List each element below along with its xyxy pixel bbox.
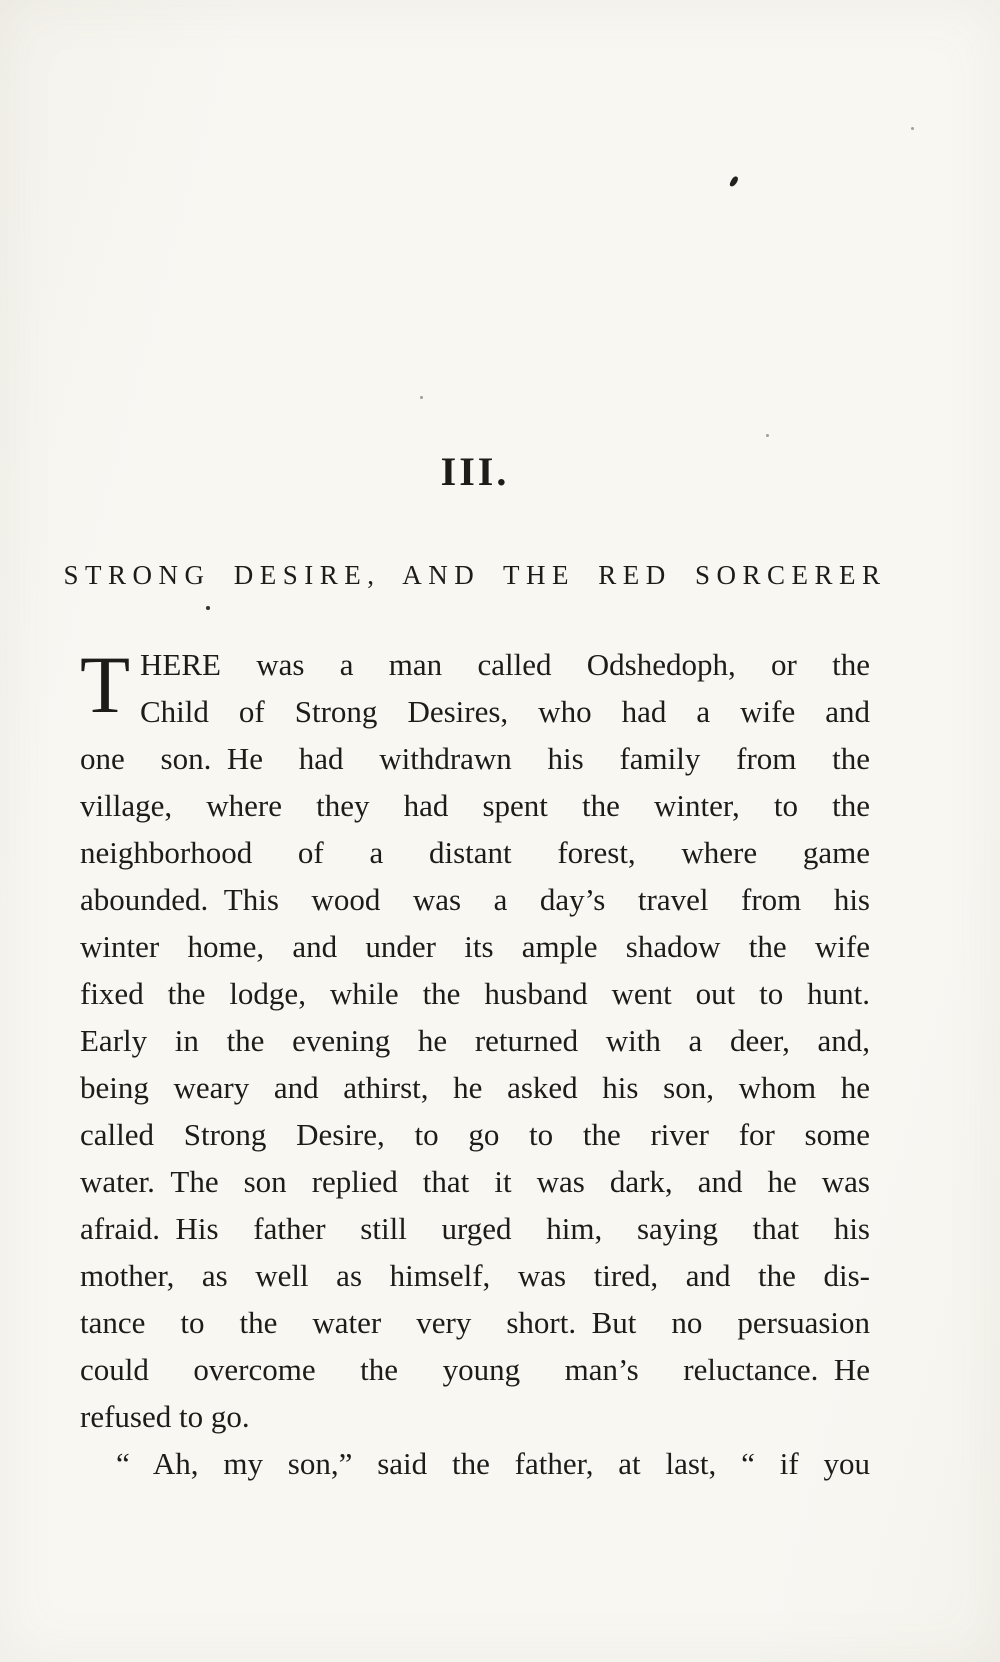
chapter-number: III. [440,449,510,494]
text-line: refused to go. [80,1399,250,1434]
text-line: winter home, and under its ample shadow the wife [80,929,870,964]
text-line: could overcome the young man’s reluctance. He [80,1352,870,1387]
text-line: fixed the lodge, while the husband went out to hunt. [80,976,870,1011]
text-line: village, where they had spent the winter, to the [80,788,870,823]
scan-speck [766,434,769,437]
paragraph-1 [80,641,870,1440]
text-line: afraid. His father still urged him, saying that his [80,1211,870,1246]
text-line: abounded. This wood was a day’s travel from his [80,882,870,917]
text-line: being weary and athirst, he asked his son, whom he [80,1070,870,1105]
text-line: “ Ah, my son,” said the father, at last, “ if you [116,1446,870,1481]
text-line: tance to the water very short. But no persuasion [80,1305,870,1340]
text-line: HERE was a man called Odshedoph, or the [140,647,870,682]
text-line: Early in the evening he returned with a deer, and, [80,1023,870,1058]
text-line: mother, as well as himself, was tired, and the dis- [80,1258,870,1293]
scan-speck [420,396,423,399]
text-line: called Strong Desire, to go to the river for some [80,1117,870,1152]
scan-speck [206,606,210,610]
paragraph-2 [80,1440,870,1487]
text-line: water. The son replied that it was dark, and he was [80,1164,870,1199]
drop-cap: T [80,639,131,730]
text-line: Child of Strong Desires, who had a wife and [140,694,870,729]
scan-speck [729,175,739,187]
body-text [80,641,870,1487]
text-line: one son. He had withdrawn his family from the [80,741,870,776]
text-line: neighborhood of a distant forest, where game [80,835,870,870]
chapter-title: STRONG DESIRE, AND THE RED SORCERER [63,560,887,590]
scan-speck [911,127,914,130]
